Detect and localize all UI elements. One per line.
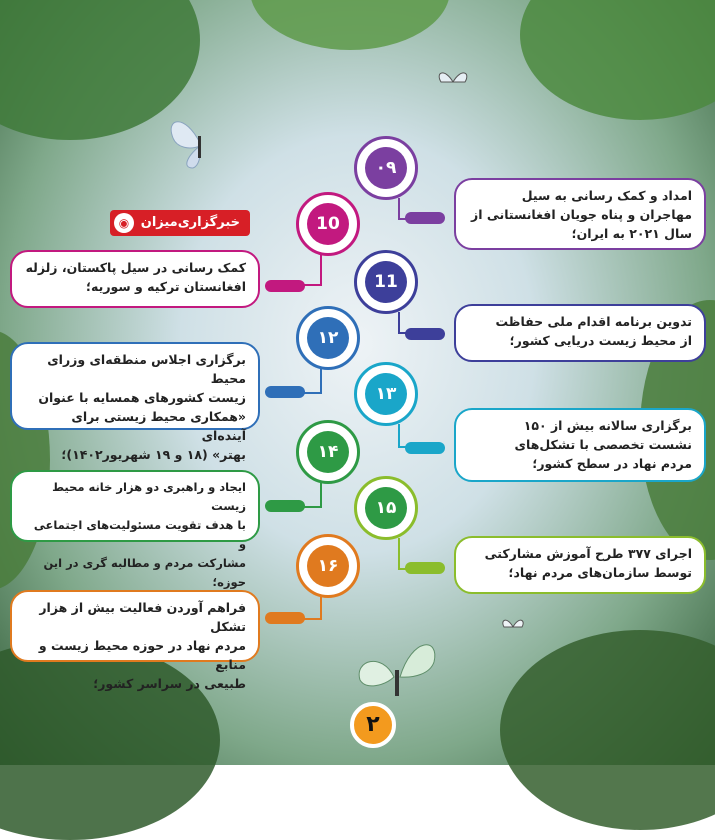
item-14-line: مشارکت مردم و مطالبه گری در این حوزه؛ [43,556,246,589]
item-15-line: توسط سازمان‌های مردم نهاد؛ [508,565,692,580]
butterfly-icon [500,616,526,638]
butterfly-icon [352,632,442,712]
brand-badge [110,210,250,236]
item-09-line: سال ۲۰۲۱ به ایران؛ [571,226,692,241]
item-14-pill [265,500,305,512]
item-12-pill [265,386,305,398]
item-15-line: اجرای ۳۷۷ طرح آموزش مشارکتی [484,546,692,561]
item-09-line: مهاجران و پناه جویان افغانستانی از [471,207,692,222]
item-13-box [454,408,706,482]
item-16-ring [296,534,360,598]
item-11-number: 11 [365,261,407,303]
item-15-ring [354,476,418,540]
item-11-line: تدوین برنامه اقدام ملی حفاظت [495,314,692,329]
item-14-line: با هدف تقویت مسئولیت‌های اجتماعی و [33,518,246,551]
item-10-number: 10 [307,203,349,245]
item-15-pill [405,562,445,574]
item-11-line: از محیط زیست دریایی کشور؛ [509,333,692,348]
item-09-pill [405,212,445,224]
item-12-line: برگزاری اجلاس منطقه‌ای وزرای محیط [47,352,246,386]
item-16-box [10,590,260,691]
item-13-ring [354,362,418,426]
item-10-line: افغانستان ترکیه و سوریه؛ [86,279,246,294]
item-10-pill [265,280,305,292]
item-12-box [10,342,260,462]
item-09-ring [354,136,418,200]
item-12-line: زیست کشورهای همسایه با عنوان [38,390,246,405]
item-09-line: امداد و کمک رسانی به سیل [521,188,692,203]
item-10-ring [296,192,360,256]
butterfly-icon [435,68,471,96]
item-13-line: نشست تخصصی با تشکل‌های [514,437,692,452]
item-12-number: ۱۲ [307,317,349,359]
item-16-line: فراهم آوردن فعالیت بیش از هزار تشکل [39,600,246,634]
item-16-number: ۱۶ [307,545,349,587]
item-14-line: ایجاد و راهبری دو هزار خانه محیط زیست [52,480,246,513]
item-15-number: ۱۵ [365,487,407,529]
item-11-box [454,304,706,362]
item-10-line: کمک رسانی در سیل پاکستان، زلزله [25,260,246,275]
butterfly-icon [165,108,235,173]
item-15-box [454,536,706,594]
item-14-ring [296,420,360,484]
mizan-logo-icon: ◉ [114,213,134,233]
item-13-line: برگزاری سالانه بیش از ۱۵۰ [523,418,692,433]
item-14-box [10,470,260,589]
item-12-line: بهتر» (۱۸ و ۱۹ شهریور۱۴۰۲)؛ [61,447,246,462]
item-16-line: طبیعی در سراسر کشور؛ [93,676,246,691]
item-12-line: «همکاری محیط زیستی برای آینده‌ای [71,409,246,443]
item-13-line: مردم نهاد در سطح کشور؛ [532,456,692,471]
item-16-pill [265,612,305,624]
item-11-pill [405,328,445,340]
item-14-number: ۱۴ [307,431,349,473]
item-13-pill [405,442,445,454]
item-12-ring [296,306,360,370]
brand-name: خبرگزاری‌میزان [140,215,240,230]
item-09-box [454,178,706,250]
page-number-badge: ۲ [350,702,396,748]
item-09-number: ۰۹ [365,147,407,189]
item-13-number: ۱۳ [365,373,407,415]
item-16-line: مردم نهاد در حوزه محیط زیست و منابع [38,638,246,672]
item-11-ring [354,250,418,314]
item-10-box [10,250,260,308]
